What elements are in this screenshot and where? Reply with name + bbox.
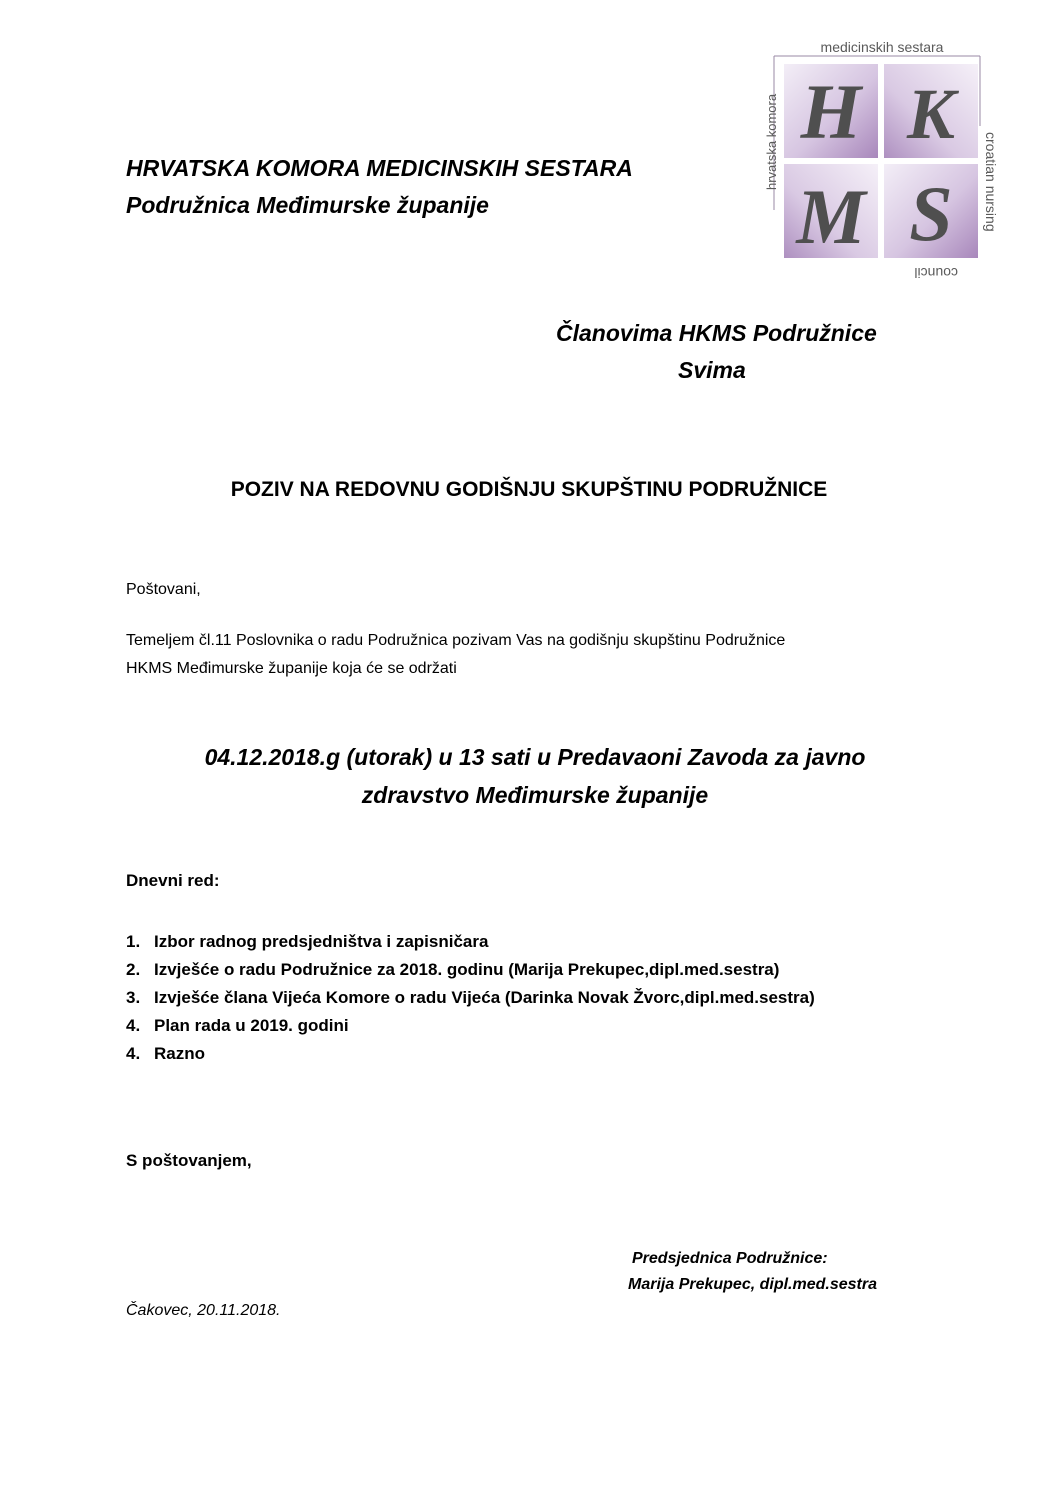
agenda-item-number: 3. [126, 988, 141, 1007]
agenda-item [126, 956, 815, 984]
intro-paragraph [126, 627, 946, 683]
logo-text-right: croatian nursing [983, 132, 999, 232]
closing-salutation: S poštovanjem, [126, 1151, 252, 1170]
logo-text-left: hrvatska komora [764, 93, 779, 190]
logo-text-top: medicinskih sestara [820, 40, 944, 55]
agenda-item-number: 1. [126, 932, 141, 951]
agenda-item-text: Plan rada u 2019. godini [154, 1016, 349, 1035]
hkms-logo [762, 40, 1012, 280]
agenda-item-number: 4. [126, 1016, 141, 1035]
agenda-item-text: Razno [154, 1044, 205, 1063]
agenda-item [126, 928, 815, 956]
document-title: POZIV NA REDOVNU GODIŠNJU SKUPŠTINU PODRUŽNICE [230, 478, 828, 501]
meeting-line: zdravstvo Međimurske županije [361, 782, 709, 808]
greeting: Poštovani, [126, 581, 201, 598]
intro-line: Temeljem čl.11 Poslovnika o radu Podružnica pozivam Vas na godišnju skupštinu Podružnice [126, 632, 786, 649]
meeting-line: 04.12.2018.g (utorak) u 13 sati u Predavaoni Zavoda za javno [204, 744, 866, 770]
agenda-item [126, 1040, 815, 1068]
agenda-item-text: Izvješće člana Vijeća Komore o radu Vijeća (Darinka Novak Žvorc,dipl.med.sestra) [154, 988, 815, 1007]
intro-line: HKMS Međimurske županije koja će se održati [126, 660, 457, 677]
recipient-line: Članovima HKMS Podružnice [556, 320, 877, 346]
signature-title: Predsjednica Podružnice: [632, 1250, 828, 1267]
agenda-item-text: Izbor radnog predsjedništva i zapisničara [154, 932, 489, 951]
organization-branch: Podružnica Međimurske županije [126, 192, 489, 218]
logo-letter-s: S [909, 170, 953, 257]
hkms-logo-graphic [762, 40, 1012, 280]
place-and-date: Čakovec, 20.11.2018. [126, 1302, 281, 1319]
logo-letter-m: M [796, 173, 866, 260]
recipient-line: Svima [678, 357, 746, 383]
signature-name: Marija Prekupec, dipl.med.sestra [628, 1276, 877, 1293]
logo-letter-h: H [800, 68, 862, 155]
agenda-label: Dnevni red: [126, 871, 220, 890]
logo-text-bottom: council [914, 265, 958, 280]
agenda-item [126, 984, 815, 1012]
meeting-details [0, 738, 1058, 814]
agenda-item-number: 2. [126, 960, 141, 979]
organization-name: HRVATSKA KOMORA MEDICINSKIH SESTARA [126, 155, 633, 181]
agenda-list [126, 928, 815, 1068]
agenda-item-text: Izvješće o radu Podružnice za 2018. godinu (Marija Prekupec,dipl.med.sestra) [154, 960, 780, 979]
logo-letter-k: K [906, 74, 956, 154]
agenda-item-number: 4. [126, 1044, 141, 1063]
agenda-item [126, 1012, 815, 1040]
